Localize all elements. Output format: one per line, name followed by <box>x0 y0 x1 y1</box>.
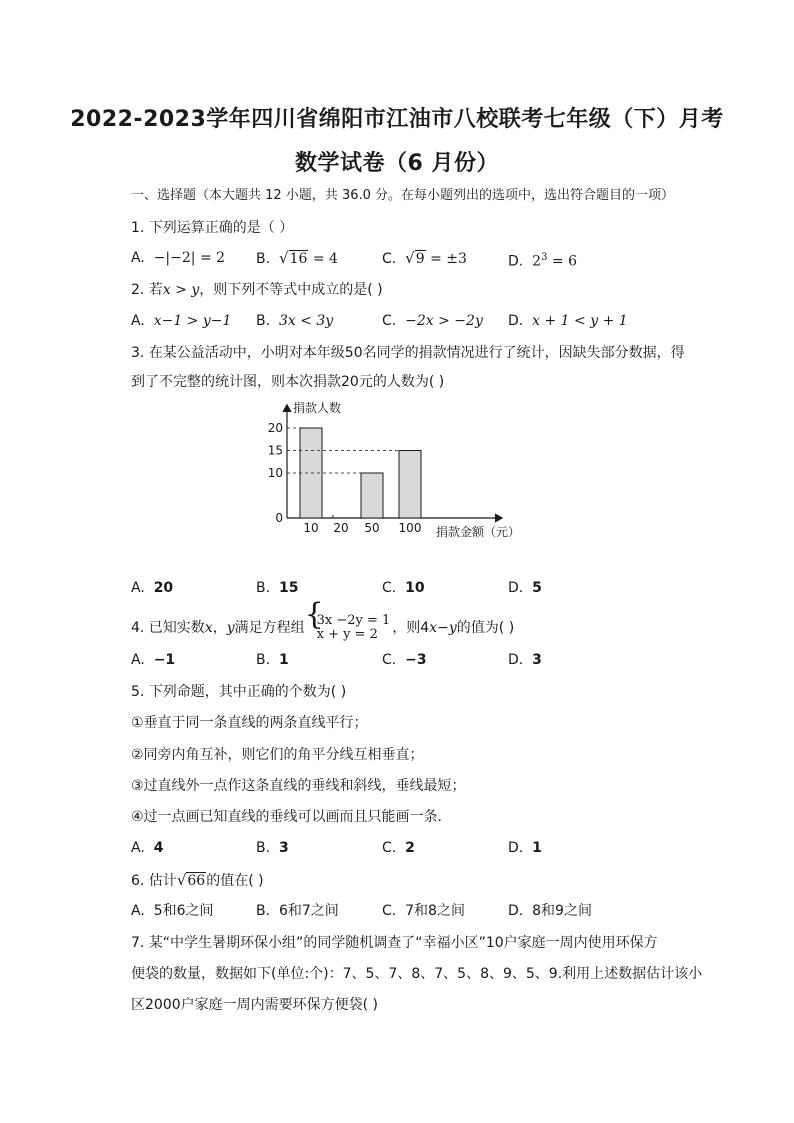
q2-option-d: D. x + 1 < y + 1 <box>508 313 628 329</box>
y-tick-label-15: 15 <box>267 443 283 458</box>
q7-stem-line2: 便袋的数量，数据如下(单位:个)：7、5、7、8、7、5、8、9、5、9.利用上述数据估计该小 <box>131 966 703 982</box>
q3-stem-line2: 到了不完整的统计图，则本次捐款20元的人数为( ) <box>131 374 445 390</box>
q1-option-d: D. $2^3 = 6$ <box>508 252 577 270</box>
q2-option-a: A. x−1 > y−1 <box>131 313 232 329</box>
section-heading: 一、选择题（本大题共 12 小题，共 36.0 分。在每小题列出的选项中，选出符合题目的一项） <box>131 188 675 203</box>
sqrt-symbol: √16 <box>278 249 308 267</box>
y-tick-label-10: 10 <box>267 466 283 480</box>
q7-stem-line3: 区2000户家庭一周内需要环保方便袋( ) <box>131 997 379 1013</box>
q1-option-a: A. −|−2| = 2 <box>131 250 226 266</box>
sqrt-symbol: √9 <box>405 249 425 267</box>
q3-option-b: B. 15 <box>256 580 299 596</box>
x-tick-label-10: 10 <box>303 521 319 535</box>
equation-system <box>307 614 391 642</box>
equation-1: { 3x −2y = 1 <box>316 613 391 628</box>
exam-title-line1: 2022-2023学年四川省绵阳市江油市八校联考七年级（下）月考 <box>70 107 724 132</box>
x-tick-label-50: 50 <box>364 521 380 535</box>
q5-option-b: B. 3 <box>256 840 289 856</box>
q1-option-b: B. √16 = 4 <box>256 249 338 267</box>
q5-item-3: ③过直线外一点作这条直线的垂线和斜线，垂线最短； <box>131 778 466 794</box>
q3-option-c: C. 10 <box>382 580 425 596</box>
q6-option-b: B. 6和7之间 <box>256 903 339 919</box>
q1-option-c: C. √9 = ±3 <box>382 249 467 267</box>
q5-option-a: A. 4 <box>131 840 164 856</box>
q2-option-c: C. −2x > −2y <box>382 313 483 329</box>
equation-2: x + y = 2 <box>316 627 378 642</box>
q5-stem: 5. 下列命题，其中正确的个数为( ) <box>131 684 347 700</box>
q1-stem: 1. 下列运算正确的是（ ） <box>131 220 294 236</box>
q4-option-c: C. −3 <box>382 652 427 668</box>
q4-option-b: B. 1 <box>256 652 289 668</box>
q7-stem-line1: 7. 某“中学生暑期环保小组”的同学随机调查了“幸福小区”10户家庭一周内使用环保方 <box>131 935 658 951</box>
q5-item-1: ①垂直于同一条直线的两条直线平行； <box>131 715 368 731</box>
q2-stem: 2. 若x > y，则下列不等式中成立的是( ) <box>131 282 383 298</box>
bar-100 <box>399 451 421 519</box>
y-axis-title: 捐款人数 <box>293 401 342 415</box>
q4-stem: 4. 已知实数x，y满足方程组 { 3x −2y = 1 x + y = 2 ，则4x−y的值为( ) <box>131 614 514 642</box>
q6-option-a: A. 5和6之间 <box>131 903 214 919</box>
q6-stem: 6. 估计√66的值在( ) <box>131 871 264 889</box>
q2-option-b: B. 3x < 3y <box>256 313 334 329</box>
x-tick-label-20: 20 <box>333 521 349 535</box>
donation-bar-chart <box>255 397 545 547</box>
q5-option-d: D. 1 <box>508 840 542 856</box>
q5-option-c: C. 2 <box>382 840 415 856</box>
q3-stem-line1: 3. 在某公益活动中，小明对本年级50名同学的捐款情况进行了统计，因缺失部分数据，得 <box>131 345 685 361</box>
q4-option-a: A. −1 <box>131 652 176 668</box>
bar-50 <box>361 473 383 518</box>
y-tick-label-20: 20 <box>267 421 283 435</box>
q4-option-d: D. 3 <box>508 652 542 668</box>
sqrt-symbol: √66 <box>176 871 206 889</box>
q5-item-2: ②同旁内角互补，则它们的角平分线互相垂直； <box>131 747 424 763</box>
q3-option-d: D. 5 <box>508 580 542 596</box>
x-tick-label-100: 100 <box>398 521 422 535</box>
q5-item-4: ④过一点画已知直线的垂线可以画而且只能画一条． <box>131 809 452 825</box>
y-tick-label-0: 0 <box>275 511 283 525</box>
q6-option-d: D. 8和9之间 <box>508 903 592 919</box>
q3-option-a: A. 20 <box>131 580 174 596</box>
x-axis-title: 捐款金额（元） <box>436 525 521 539</box>
q6-option-c: C. 7和8之间 <box>382 903 465 919</box>
exam-title-line2: 数学试卷（6 月份） <box>295 151 499 176</box>
